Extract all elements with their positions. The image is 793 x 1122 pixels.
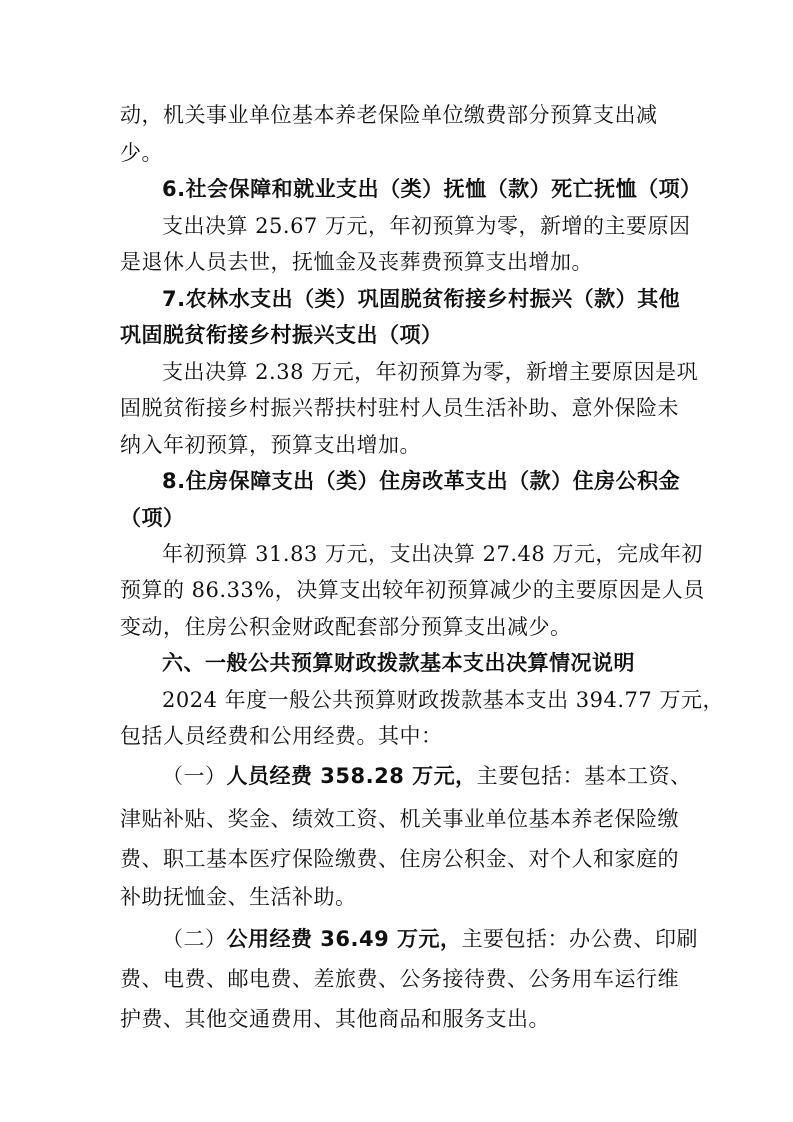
- personnel-cost-line: [0, 762, 793, 790]
- section-heading: 6.社会保障和就业支出（类）抚恤（款）死亡抚恤（项）: [162, 177, 702, 201]
- paragraph-line: 年初预算 31.83 万元，支出决算 27.48 万元，完成年初: [162, 542, 703, 566]
- item-description: 主要包括：办公费、印刷: [461, 927, 699, 951]
- paragraph-line: 动，机关事业单位基本养老保险单位缴费部分预算支出减: [120, 103, 658, 127]
- paragraph-line: 包括人员经费和公用经费。其中：: [120, 724, 443, 748]
- item-number: （一）: [162, 764, 227, 788]
- section-heading: 巩固脱贫衔接乡村振兴支出（项）: [120, 323, 443, 347]
- section-heading: 六、一般公共预算财政拨款基本支出决算情况说明: [162, 651, 635, 675]
- paragraph-line: 津贴补贴、奖金、绩效工资、机关事业单位基本养老保险缴: [120, 807, 679, 831]
- section-heading: 7.农林水支出（类）巩固脱贫衔接乡村振兴（款）其他: [162, 287, 681, 311]
- paragraph-line: 是退休人员去世，抚恤金及丧葬费预算支出增加。: [120, 250, 593, 274]
- public-cost-amount: 公用经费 36.49 万元，: [226, 927, 462, 951]
- personnel-cost-amount: 人员经费 358.28 万元，: [226, 764, 477, 788]
- paragraph-line: 支出决算 2.38 万元，年初预算为零，新增主要原因是巩: [162, 360, 699, 384]
- paragraph-line: 预算的 86.33%，决算支出较年初预算减少的主要原因是人员: [120, 578, 705, 602]
- paragraph-line: 费、电费、邮电费、差旅费、公务接待费、公务用车运行维: [120, 967, 679, 991]
- section-heading: 8.住房保障支出（类）住房改革支出（款）住房公积金: [162, 469, 681, 493]
- paragraph-line: 支出决算 25.67 万元，年初预算为零，新增的主要原因: [162, 214, 691, 238]
- public-cost-line: [0, 925, 793, 953]
- paragraph-line: 费、职工基本医疗保险缴费、住房公积金、对个人和家庭的: [120, 847, 679, 871]
- paragraph-line: 补助抚恤金、生活补助。: [120, 885, 357, 909]
- item-description: 主要包括：基本工资、: [476, 764, 692, 788]
- paragraph-line: 少。: [120, 141, 163, 165]
- section-heading: （项）: [120, 506, 185, 530]
- paragraph-line: 固脱贫衔接乡村振兴帮扶村驻村人员生活补助、意外保险未: [120, 396, 679, 420]
- paragraph-line: 变动，住房公积金财政配套部分预算支出减少。: [120, 615, 572, 639]
- paragraph-line: 2024 年度一般公共预算财政拨款基本支出 394.77 万元，: [162, 688, 724, 712]
- paragraph-line: 护费、其他交通费用、其他商品和服务支出。: [120, 1007, 550, 1031]
- paragraph-line: 纳入年初预算，预算支出增加。: [120, 433, 421, 457]
- item-number: （二）: [162, 927, 227, 951]
